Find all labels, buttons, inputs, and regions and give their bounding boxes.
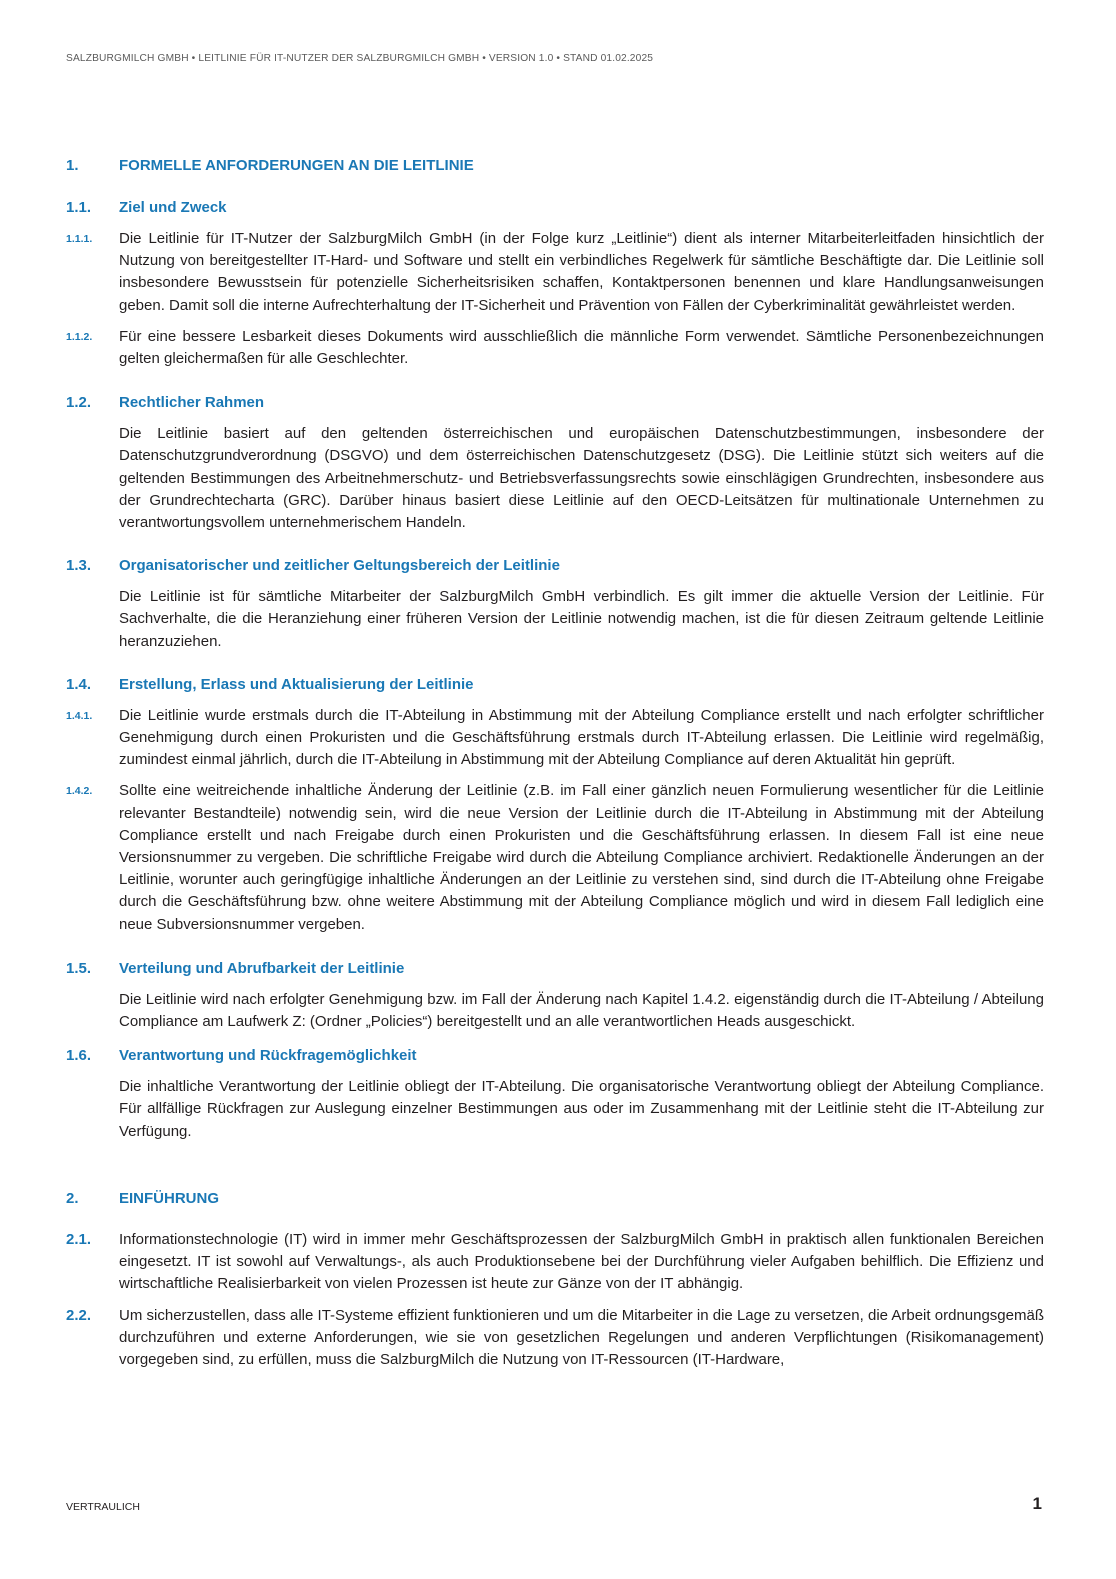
document-header: SALZBURGMILCH GMBH • LEITLINIE FÜR IT-NUTZER DER SALZBURGMILCH GMBH • VERSION 1.0 • STAND 01.02.2025 [66,53,654,64]
subsection-number: 1.3. [66,557,92,575]
paragraph-1-4-2 [66,780,1044,935]
paragraph-text: Die inhaltliche Verantwortung der Leitlinie obliegt der IT-Abteilung. Die organisatorische Verantwortung obliegt der Abteilung Compliance. Für allfällige Rückfragen zur Auslegung einzelner Bestimmungen aus oder im Zusammenhang mit der Leitlinie steht die IT-Abteilung zur Verfügung. [119,1078,1044,1140]
subsection-number: 1.6. [66,1047,92,1065]
paragraph-number: 1.4.1. [66,709,93,722]
paragraph-text: Für eine bessere Lesbarkeit dieses Dokuments wird ausschließlich die männliche Form verwendet. Sämtliche Personenbezeichnungen gelten gleichermaßen für alle Geschlechter. [119,327,1044,368]
subsection-heading-1-5 [66,958,1044,980]
section-heading-1 [66,155,1044,177]
subsection-number: 1.1. [66,199,92,216]
paragraph-text: Um sicherzustellen, dass alle IT-Systeme effizient funktionieren und um die Mitarbeiter in die Lage zu versetzen, die Arbeit ordnungsgemäß durchzuführen und externe Anforderungen, wie sie von gesetzlichen Regelungen und anderen Verpflichtungen (Risikomanagement) vorgegeben sind, zu erfüllen, muss die SalzburgMilch die Nutzung von IT-Ressourcen (IT-Hardware, [119,1306,1044,1368]
subsection-heading-1-4 [66,674,1044,696]
subsection-number: 1.2. [66,394,92,412]
paragraph-text: Informationstechnologie (IT) wird in immer mehr Geschäftsprozessen der SalzburgMilch GmbH in praktisch allen funktionalen Bereichen eingesetzt. IT ist sowohl auf Verwaltungs-, als auch Produktionsebene bei der Durchführung vieler Aufgaben behilflich. Die Effizienz und wirtschaftliche Realisierbarkeit von vielen Prozessen ist heute zur Gänze von der IT abhängig. [119,1230,1044,1293]
section-title: FORMELLE ANFORDERUNGEN AN DIE LEITLINIE [119,157,474,174]
paragraph-number: 1.1.2. [66,330,93,343]
paragraph-number: 1.1.1. [66,233,93,245]
paragraph-2-1 [66,1229,1044,1296]
paragraph-text: Die Leitlinie wurde erstmals durch die IT-Abteilung in Abstimmung mit der Abteilung Compliance erstellt und nach erfolgter schriftlicher Genehmigung durch einen Prokuristen und die Geschäftsführung erstmals durch IT-Abteilung erlassen. Die Leitlinie wird regelmäßig, zumindest einmal jährlich, durch die IT-Abteilung in Abstimmung mit der Abteilung Compliance auf deren Aktualität hin geprüft. [119,706,1044,769]
paragraph-1-5 [66,989,1044,1033]
paragraph-1-6 [66,1076,1044,1143]
paragraph-1-1-2 [66,326,1044,370]
subsection-number: 1.5. [66,959,92,977]
section-heading-2 [66,1188,1044,1210]
subsection-heading-1-6 [66,1045,1044,1067]
paragraph-text: Die Leitlinie wird nach erfolgter Genehmigung bzw. im Fall der Änderung nach Kapitel 1.4.2. eigenständig durch die IT-Abteilung / Abteilung Compliance am Laufwerk Z: (Ordner „Policies“) bereitgestellt und an alle verantwortlichen Heads ausgeschickt. [119,990,1044,1031]
paragraph-text: Die Leitlinie für IT-Nutzer der SalzburgMilch GmbH (in der Folge kurz „Leitlinie“) dient als interner Mitarbeiterleitfaden hinsichtlich der Nutzung von bereitgestellter IT-Hard- und Software und stellt ein verbindliches Regelwerk für sämtliche Beschäftigte dar. Die Leitlinie soll insbesondere Bewusstsein für potenzielle Sicherheitsrisiken schaffen, Kontaktpersonen benennen und klare Handlungsanweisungen geben. Damit soll die interne Aufrechterhaltung der IT-Sicherheit und Prävention von Fällen der Cyberkriminalität gewährleistet werden. [119,230,1044,314]
subsection-title: Verantwortung und Rückfragemöglichkeit [119,1047,417,1065]
subsection-title: Ziel und Zweck [119,199,227,216]
paragraph-1-2 [66,423,1044,534]
confidentiality-label: VERTRAULICH [66,1501,140,1513]
paragraph-number: 2.1. [66,1230,92,1248]
paragraph-text: Die Leitlinie basiert auf den geltenden österreichischen und europäischen Datenschutzbestimmungen, insbesondere der Datenschutzgrundverordnung (DSGVO) und dem österreichischen Datenschutzgesetz (DSG). Die Leitlinie stützt sich weiters auf die geltenden Bestimmungen des Arbeitnehmerschutz- und Betriebsverfassungsrechts sowie einschlägigen Grundrechten, insbesondere aus der Grundrechtecharta (GRC). Darüber hinaus basiert diese Leitlinie auf den OECD-Leitsätzen für multinationale Unternehmen zu verantwortungsvollem unternehmerischem Handeln. [119,425,1044,532]
subsection-number: 1.4. [66,675,92,693]
page-number: 1 [1032,1494,1042,1513]
section-title: EINFÜHRUNG [119,1189,219,1207]
paragraph-1-1-1 [66,228,1044,317]
paragraph-text: Die Leitlinie ist für sämtliche Mitarbeiter der SalzburgMilch GmbH verbindlich. Es gilt immer die aktuelle Version der Leitlinie. Für Sachverhalte, die die Heranziehung einer früheren Version der Leitlinie notwendig machen, ist die für diesen Zeitraum geltende Leitlinie heranzuziehen. [119,588,1044,650]
document-body [66,155,1044,1371]
subsection-heading-1-3 [66,555,1044,577]
paragraph-text: Sollte eine weitreichende inhaltliche Änderung der Leitlinie (z.B. im Fall einer gänzlich neuen Formulierung wesentlicher für die Leitlinie relevanter Bestandteile) notwendig sein, wird die neue Version der Leitlinie durch die IT-Abteilung in Abstimmung mit der Abteilung Compliance erstellt und nach Freigabe durch einen Prokuristen und die Geschäftsführung erlassen. In diesem Fall ist eine neue Versionsnummer zu vergeben. Die schriftliche Freigabe wird durch die Abteilung Compliance archiviert. Redaktionelle Änderungen an der Leitlinie, worunter auch geringfügige inhaltliche Änderungen an der Leitlinie zu verstehen sind, sind durch die IT-Abteilung ohne Freigabe durch die Geschäftsführung bzw. ohne weitere Abstimmung mit der Abteilung Compliance möglich und wird in diesem Fall lediglich eine neue Subversionsnummer vergeben. [119,782,1044,933]
subsection-title: Rechtlicher Rahmen [119,394,265,412]
section-number: 1. [66,157,79,174]
section-number: 2. [66,1189,79,1207]
subsection-heading-1-1 [66,197,1044,219]
subsection-title: Erstellung, Erlass und Aktualisierung der Leitlinie [119,675,474,693]
subsection-title: Organisatorischer und zeitlicher Geltungsbereich der Leitlinie [119,557,560,575]
paragraph-1-4-1 [66,705,1044,772]
paragraph-number: 1.4.2. [66,785,93,798]
paragraph-2-2 [66,1305,1044,1372]
subsection-title: Verteilung und Abrufbarkeit der Leitlinie [119,959,405,977]
paragraph-1-3 [66,586,1044,653]
subsection-heading-1-2 [66,392,1044,414]
paragraph-number: 2.2. [66,1306,92,1324]
